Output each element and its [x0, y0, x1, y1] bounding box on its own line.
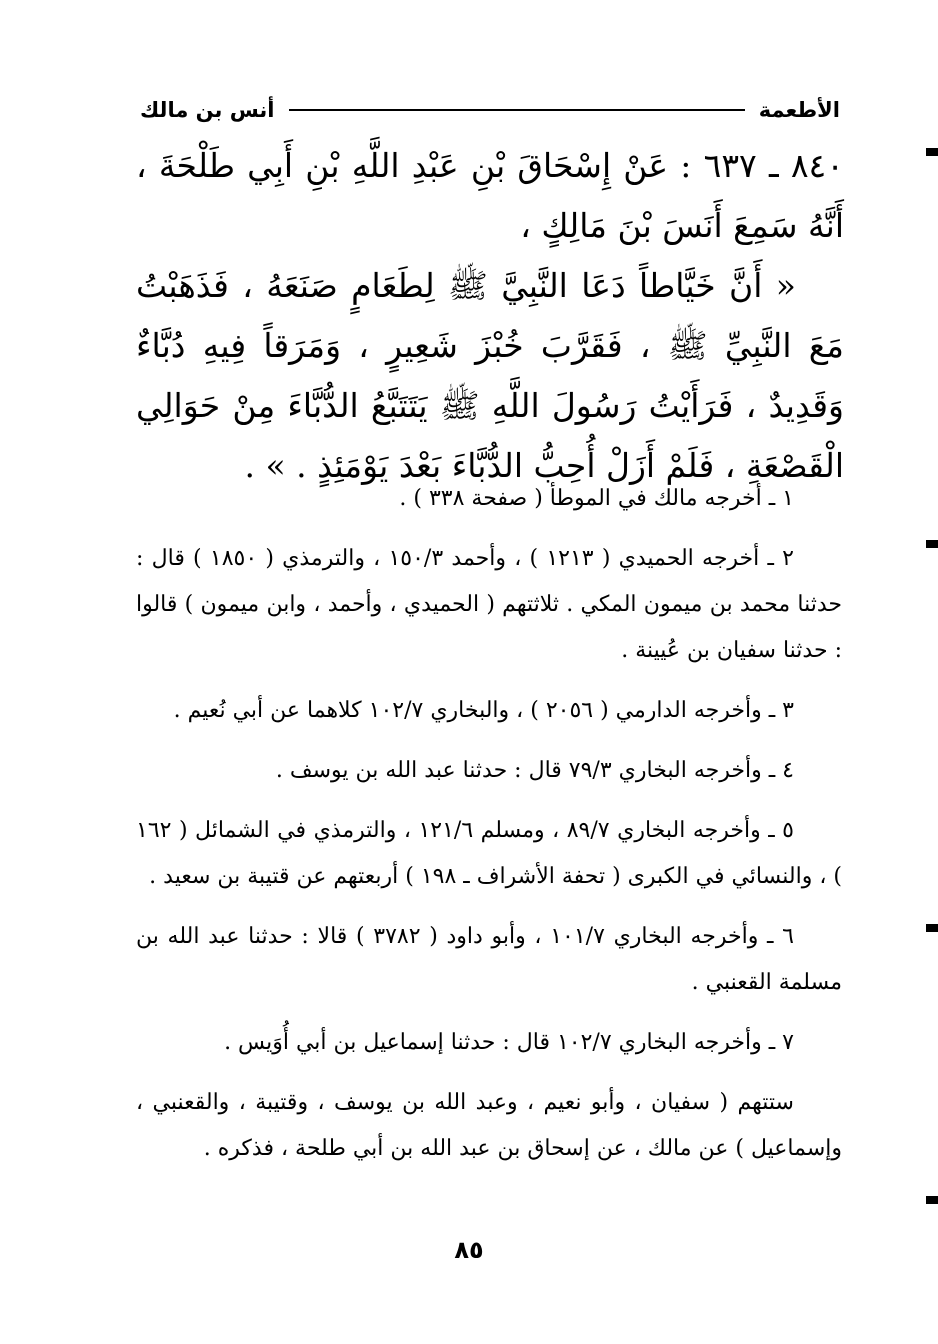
margin-mark — [926, 924, 938, 932]
margin-mark — [926, 540, 938, 548]
footnote-6: ٦ ـ وأخرجه البخاري ١٠١/٧ ، وأبو داود ( ٣٧٨٢ ) قالا : حدثنا عبد الله بن مسلمة القعنبي . — [136, 924, 842, 995]
chapter-title: الأطعمة — [758, 98, 840, 122]
header-rule — [289, 109, 745, 111]
page-number: ٨٥ — [454, 1236, 484, 1264]
footnote-2: ٢ ـ أخرجه الحميدي ( ١٢١٣ ) ، وأحمد ١٥٠/٣ ، والترمذي ( ١٨٥٠ ) قال : حدثنا محمد بن ميمون المكي . ثلاثتهم ( الحميدي ، وأحمد ، وابن ميمون ) قالوا : حدثنا سفيان بن عُيينة . — [136, 546, 842, 663]
footnote-5: ٥ ـ وأخرجه البخاري ٨٩/٧ ، ومسلم ١٢١/٦ ، والترمذي في الشمائل ( ١٦٢ ) ، والنسائي في الكبرى ( تحفة الأشراف ـ ١٩٨ ) أربعتهم عن قتيبة بن سعيد . — [136, 818, 842, 889]
footnotes — [136, 476, 842, 1186]
running-header — [140, 92, 840, 128]
margin-mark — [926, 148, 938, 156]
hadith-text — [136, 136, 844, 496]
narrator-title: أنس بن مالك — [140, 98, 275, 122]
hadith-intro: ٨٤٠ ـ ٦٣٧ : عَنْ إِسْحَاقَ بْنِ عَبْدِ اللَّهِ بْنِ أَبِي طَلْحَةَ ، أَنَّهُ سَمِعَ أَنَسَ بْنَ مَالِكٍ ، — [136, 146, 844, 245]
hadith-matn: « أَنَّ خَيَّاطاً دَعَا النَّبِيَّ ﷺ لِطَعَامٍ صَنَعَهُ ، فَذَهَبْتُ مَعَ النَّبِيِّ ﷺ ، فَقَرَّبَ خُبْزَ شَعِيرٍ ، وَمَرَقاً فِيهِ دُبَّاءٌ وَقَدِيدٌ ، فَرَأَيْتُ رَسُولَ اللَّهِ ﷺ يَتَتَبَّعُ الدُّبَّاءَ مِنْ حَوَالِي الْقَصْعَةِ ، فَلَمْ أَزَلْ أُحِبُّ الدُّبَّاءَ بَعْدَ يَوْمَئِذٍ . » . — [136, 266, 844, 485]
footnote-1: ١ ـ أخرجه مالك في الموطأ ( صفحة ٣٣٨ ) . — [399, 486, 794, 511]
footnote-7: ٧ ـ وأخرجه البخاري ١٠٢/٧ قال : حدثنا إسماعيل بن أبي أُوَيس . — [224, 1030, 794, 1055]
footnote-3: ٣ ـ وأخرجه الدارمي ( ٢٠٥٦ ) ، والبخاري ١٠٢/٧ كلاهما عن أبي نُعيم . — [173, 698, 794, 723]
footnote-summary: ستتهم ( سفيان ، وأبو نعيم ، وعبد الله بن يوسف ، وقتيبة ، والقعنبي ، وإسماعيل ) عن مالك ، عن إسحاق بن عبد الله بن أبي طلحة ، فذكره . — [136, 1090, 842, 1161]
footnote-4: ٤ ـ وأخرجه البخاري ٧٩/٣ قال : حدثنا عبد الله بن يوسف . — [275, 758, 794, 783]
margin-mark — [926, 1196, 938, 1204]
